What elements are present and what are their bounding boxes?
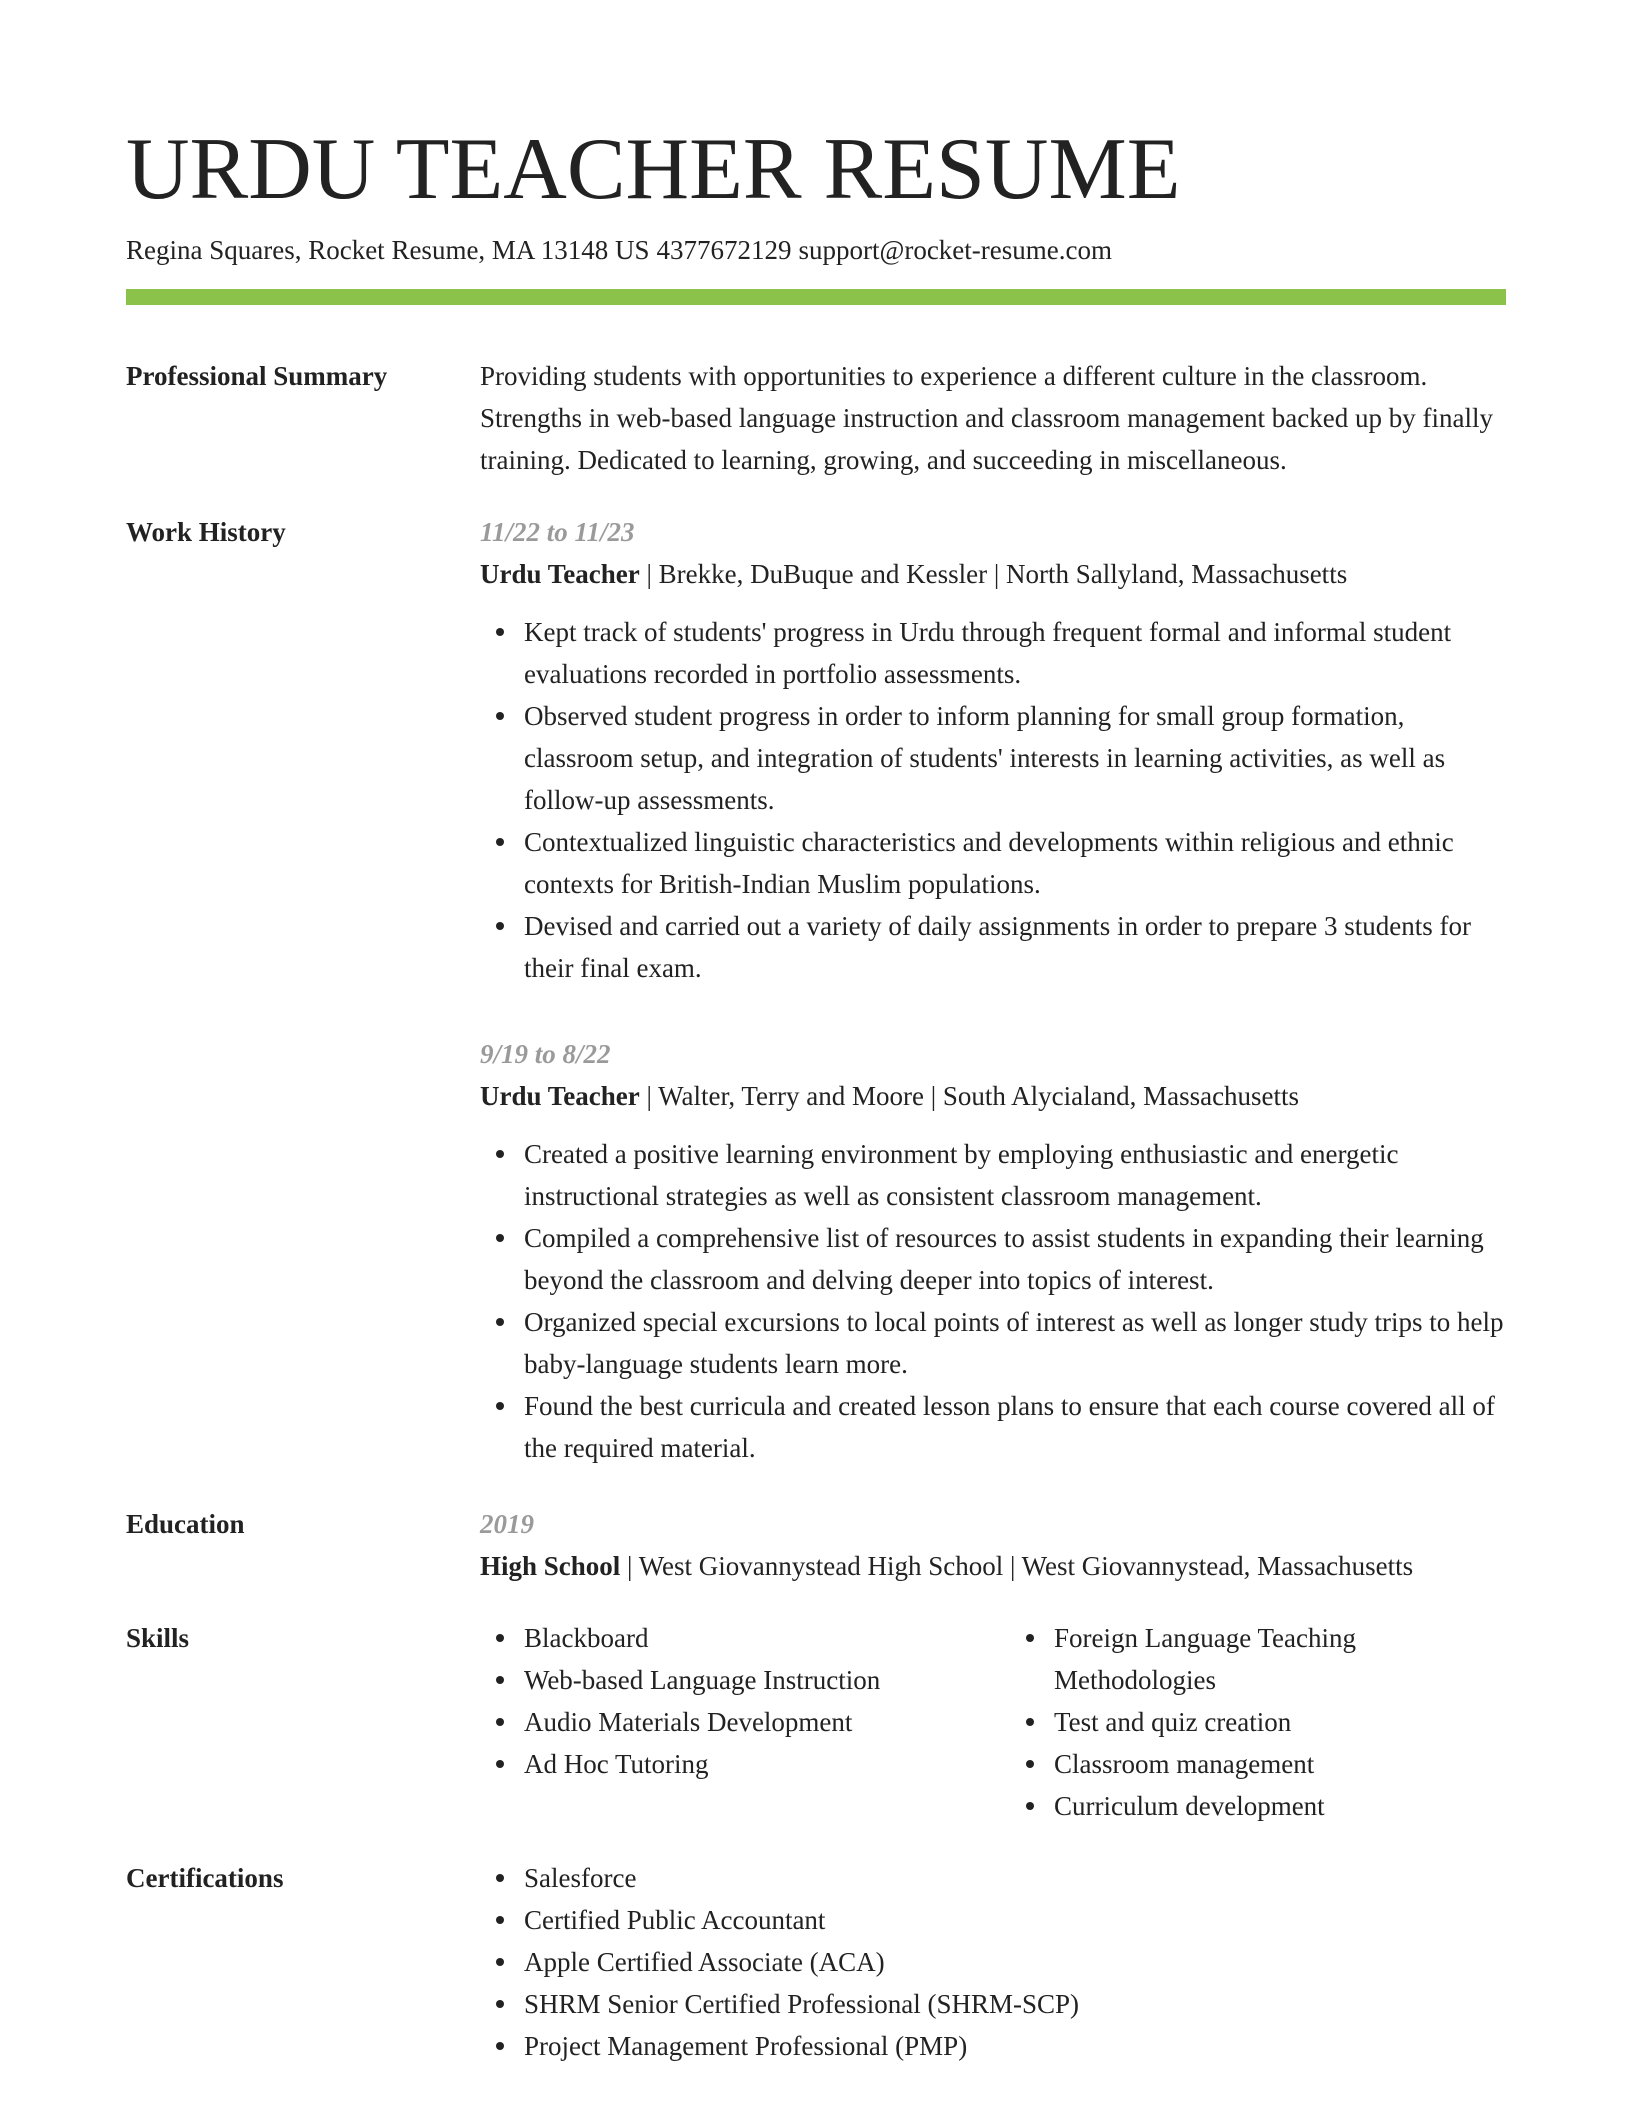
certifications-list	[480, 1857, 1506, 2067]
job-role-line	[480, 553, 1506, 595]
education-section	[126, 1503, 1506, 1587]
job-title: Urdu Teacher	[480, 1081, 640, 1111]
work-history-section	[126, 511, 1506, 1469]
list-item: Apple Certified Associate (ACA)	[524, 1941, 1506, 1983]
skills-column-1	[480, 1617, 986, 1827]
contact-phone: 4377672129	[656, 235, 792, 265]
list-item: Web-based Language Instruction	[524, 1659, 986, 1701]
skills-section	[126, 1617, 1506, 1827]
list-item: Organized special excursions to local points of interest as well as longer study trips to help baby-language students learn more.	[524, 1301, 1506, 1385]
list-item: Project Management Professional (PMP)	[524, 2025, 1506, 2067]
header-divider	[126, 289, 1506, 305]
list-item: Devised and carried out a variety of daily assignments in order to prepare 3 students for their final exam.	[524, 905, 1506, 989]
job-dates: 9/19 to 8/22	[480, 1039, 611, 1069]
contact-address: Regina Squares, Rocket Resume, MA 13148 US	[126, 235, 650, 265]
education-details: | West Giovannystead High School | West Giovannystead, Massachusetts	[620, 1551, 1414, 1581]
job-dates: 11/22 to 11/23	[480, 517, 635, 547]
list-item: Curriculum development	[1054, 1785, 1514, 1827]
list-item: Compiled a comprehensive list of resources to assist students in expanding their learning beyond the classroom and delving deeper into topics of interest.	[524, 1217, 1506, 1301]
job-details: | Walter, Terry and Moore | South Alycialand, Massachusetts	[639, 1081, 1300, 1111]
section-label: Certifications	[126, 1863, 284, 1893]
list-item: Blackboard	[524, 1617, 986, 1659]
education-degree: High School	[480, 1551, 621, 1581]
list-item: Contextualized linguistic characteristics and developments within religious and ethnic contexts for British-Indian Muslim populations.	[524, 821, 1506, 905]
list-item: Certified Public Accountant	[524, 1899, 1506, 1941]
list-item: Found the best curricula and created lesson plans to ensure that each course covered all of the required material.	[524, 1385, 1506, 1469]
certifications-section	[126, 1857, 1506, 2067]
job-bullets	[480, 1133, 1506, 1469]
education-body	[480, 1503, 1506, 1587]
job-bullets	[480, 611, 1506, 989]
certifications-body	[480, 1857, 1506, 2067]
list-item: Kept track of students' progress in Urdu through frequent formal and informal student evaluations recorded in portfolio assessments.	[524, 611, 1506, 695]
section-label: Work History	[126, 517, 286, 547]
education-year: 2019	[480, 1509, 534, 1539]
resume-title: URDU TEACHER RESUME	[126, 121, 1181, 218]
job-role-line	[480, 1075, 1506, 1117]
skills-grid	[480, 1617, 1514, 1827]
skills-column-2	[1010, 1617, 1514, 1827]
contact-email: support@rocket-resume.com	[798, 235, 1112, 265]
section-label: Education	[126, 1509, 245, 1539]
list-item: Observed student progress in order to inform planning for small group formation, classroom setup, and integration of students' interests in learning activities, as well as follow-up assessments.	[524, 695, 1506, 821]
list-item: Salesforce	[524, 1857, 1506, 1899]
job-title: Urdu Teacher	[480, 559, 640, 589]
section-label: Skills	[126, 1623, 190, 1653]
list-item: Audio Materials Development	[524, 1701, 986, 1743]
list-item: Created a positive learning environment by employing enthusiastic and energetic instructional strategies as well as consistent classroom management.	[524, 1133, 1506, 1217]
work-history-body	[480, 511, 1506, 1469]
professional-summary-section	[126, 355, 1506, 481]
list-item: Classroom management	[1054, 1743, 1514, 1785]
list-item: Foreign Language Teaching Methodologies	[1054, 1617, 1514, 1701]
job-details: | Brekke, DuBuque and Kessler | North Sallyland, Massachusetts	[639, 559, 1348, 589]
summary-text: Providing students with opportunities to experience a different culture in the classroom. Strengths in web-based language instruction and classroom management backed up by finally training. Dedicated to learning, growing, and succeeding in miscellaneous.	[480, 361, 1493, 475]
skills-body	[480, 1617, 1514, 1827]
contact-line	[126, 232, 1506, 268]
job-entry	[480, 1033, 1506, 1469]
job-entry	[480, 511, 1506, 989]
education-line	[480, 1545, 1506, 1587]
list-item: Ad Hoc Tutoring	[524, 1743, 986, 1785]
list-item: SHRM Senior Certified Professional (SHRM-SCP)	[524, 1983, 1506, 2025]
section-label: Professional Summary	[126, 361, 388, 391]
list-item: Test and quiz creation	[1054, 1701, 1514, 1743]
